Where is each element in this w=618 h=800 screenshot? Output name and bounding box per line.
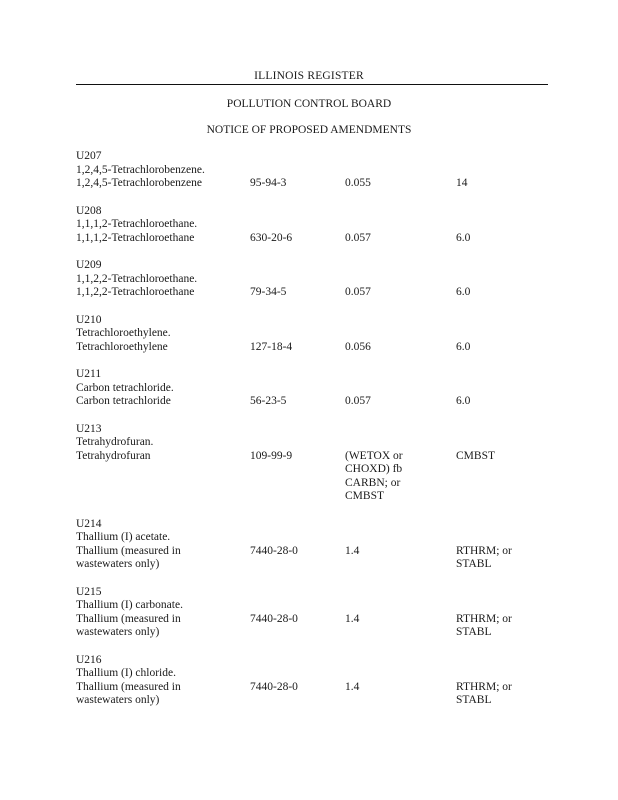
wastewater-standard-line: 0.055: [345, 177, 371, 189]
waste-name: 1,2,4,5-Tetrachlorobenzene.: [76, 163, 205, 176]
board-title: POLLUTION CONTROL BOARD: [226, 98, 392, 110]
nonwastewater-standard: [456, 341, 556, 355]
wastewater-standard-line: (WETOX or: [345, 449, 403, 462]
constituent-name: [76, 177, 250, 191]
nonwastewater-standard: [456, 286, 556, 300]
wastewater-standard-line: 1.4: [345, 680, 360, 693]
constituent-name-line: 1,1,1,2-Tetrachloroethane: [76, 231, 195, 244]
wastewater-standard: [345, 232, 456, 246]
cas-number-text: 95-94-3: [250, 177, 287, 189]
cas-number: [250, 341, 345, 355]
waste-name: 1,1,2,2-Tetrachloroethane.: [76, 272, 198, 285]
cas-number-text: 7440-28-0: [250, 680, 298, 693]
nonwastewater-standard: [456, 232, 556, 246]
nonwastewater-standard-line: STABL: [456, 558, 492, 570]
register-title: ILLINOIS REGISTER: [254, 70, 364, 82]
constituent-row: [76, 341, 556, 355]
waste-code: U213: [76, 422, 102, 435]
waste-code-entry: [76, 205, 556, 246]
waste-code-entry: [76, 423, 556, 504]
waste-code-entry: [76, 314, 556, 355]
constituent-row: [76, 681, 556, 708]
constituent-name-line: Thallium (measured in: [76, 612, 181, 625]
nonwastewater-standard-line: 14: [456, 177, 468, 189]
header-rule: [76, 84, 548, 85]
cas-number: [250, 286, 345, 300]
cas-number-text: 56-23-5: [250, 395, 287, 407]
waste-code: U211: [76, 368, 102, 380]
nonwastewater-standard: [456, 177, 556, 191]
nonwastewater-standard: [456, 681, 556, 708]
cas-number-text: 7440-28-0: [250, 544, 298, 557]
constituent-name-line: Tetrahydrofuran: [76, 449, 151, 462]
cas-number-text: 127-18-4: [250, 340, 293, 353]
wastewater-standard-line: 0.057: [345, 395, 371, 407]
constituent-name: [76, 681, 250, 708]
waste-name: 1,1,1,2-Tetrachloroethane.: [76, 218, 198, 230]
cas-number: [250, 545, 345, 572]
wastewater-standard-line: 0.057: [345, 286, 371, 298]
constituent-name-line: Thallium (measured in: [76, 680, 181, 693]
wastewater-standard-line: CMBST: [345, 490, 384, 502]
waste-code: U209: [76, 259, 102, 271]
waste-code: U207: [76, 150, 102, 162]
constituent-name-line: 1,2,4,5-Tetrachlorobenzene: [76, 177, 202, 189]
waste-code: U216: [76, 653, 102, 666]
wastewater-standard: [345, 177, 456, 191]
cas-number-text: 109-99-9: [250, 449, 293, 462]
wastewater-standard-line: CHOXD) fb: [345, 463, 403, 475]
wastewater-standard: [345, 341, 456, 355]
constituent-row: [76, 450, 556, 504]
waste-code: U214: [76, 517, 102, 530]
wastewater-standard-line: 0.056: [345, 340, 371, 353]
wastewater-standard-line: CARBN; or: [345, 476, 401, 489]
constituent-name: [76, 613, 250, 640]
nonwastewater-standard: [456, 545, 556, 572]
cas-number: [250, 613, 345, 640]
wastewater-standard: [345, 545, 456, 572]
constituent-name-line: wastewaters only): [76, 558, 160, 570]
wastewater-standard: [345, 395, 456, 409]
nonwastewater-standard-line: 6.0: [456, 340, 471, 353]
nonwastewater-standard-line: RTHRM; or: [456, 680, 512, 693]
notice-title: NOTICE OF PROPOSED AMENDMENTS: [206, 124, 412, 136]
constituent-name-line: wastewaters only): [76, 626, 160, 638]
cas-number-text: 630-20-6: [250, 231, 293, 244]
cas-number: [250, 232, 345, 246]
nonwastewater-standard-line: STABL: [456, 626, 492, 638]
nonwastewater-standard: [456, 613, 556, 640]
cas-number-text: 79-34-5: [250, 286, 287, 298]
constituent-row: [76, 177, 556, 191]
cas-number-text: 7440-28-0: [250, 612, 298, 625]
cas-number: [250, 177, 345, 191]
waste-code-entry: [76, 586, 556, 640]
constituent-name-line: Carbon tetrachloride: [76, 395, 171, 407]
constituent-name-line: Tetrachloroethylene: [76, 340, 168, 353]
waste-code-entry: [76, 368, 556, 409]
nonwastewater-standard-line: RTHRM; or: [456, 544, 512, 557]
wastewater-standard: [345, 681, 456, 708]
constituent-name: [76, 232, 250, 246]
constituent-name-line: Thallium (measured in: [76, 544, 181, 557]
constituent-name-line: 1,1,2,2-Tetrachloroethane: [76, 286, 195, 298]
waste-name: Thallium (I) acetate.: [76, 531, 171, 543]
constituent-row: [76, 232, 556, 246]
wastewater-standard-line: 1.4: [345, 544, 360, 557]
cas-number: [250, 681, 345, 708]
waste-name: Carbon tetrachloride.: [76, 381, 174, 394]
cas-number: [250, 450, 345, 504]
constituent-row: [76, 545, 556, 572]
nonwastewater-standard-line: RTHRM; or: [456, 612, 512, 625]
wastewater-standard-line: 0.057: [345, 231, 371, 244]
waste-code-list: [76, 150, 556, 722]
wastewater-standard: [345, 286, 456, 300]
constituent-name: [76, 395, 250, 409]
nonwastewater-standard-line: STABL: [456, 694, 492, 706]
nonwastewater-standard-line: 6.0: [456, 286, 471, 298]
waste-code: U210: [76, 313, 102, 326]
waste-code-entry: [76, 518, 556, 572]
waste-code-entry: [76, 654, 556, 708]
nonwastewater-standard: [456, 395, 556, 409]
constituent-name: [76, 450, 250, 504]
wastewater-standard: [345, 450, 456, 504]
nonwastewater-standard-line: CMBST: [456, 449, 495, 462]
nonwastewater-standard: [456, 450, 556, 504]
wastewater-standard-line: 1.4: [345, 612, 360, 625]
constituent-name-line: wastewaters only): [76, 694, 160, 706]
waste-name: Tetrachloroethylene.: [76, 327, 171, 339]
constituent-name: [76, 545, 250, 572]
constituent-name: [76, 286, 250, 300]
constituent-name: [76, 341, 250, 355]
waste-code: U208: [76, 204, 102, 217]
constituent-row: [76, 613, 556, 640]
waste-code: U215: [76, 585, 102, 598]
waste-name: Thallium (I) carbonate.: [76, 599, 183, 611]
nonwastewater-standard-line: 6.0: [456, 231, 471, 244]
constituent-row: [76, 395, 556, 409]
waste-name: Tetrahydrofuran.: [76, 436, 154, 448]
wastewater-standard: [345, 613, 456, 640]
nonwastewater-standard-line: 6.0: [456, 395, 471, 407]
waste-code-entry: [76, 150, 556, 191]
waste-code-entry: [76, 259, 556, 300]
waste-name: Thallium (I) chloride.: [76, 667, 176, 679]
cas-number: [250, 395, 345, 409]
constituent-row: [76, 286, 556, 300]
